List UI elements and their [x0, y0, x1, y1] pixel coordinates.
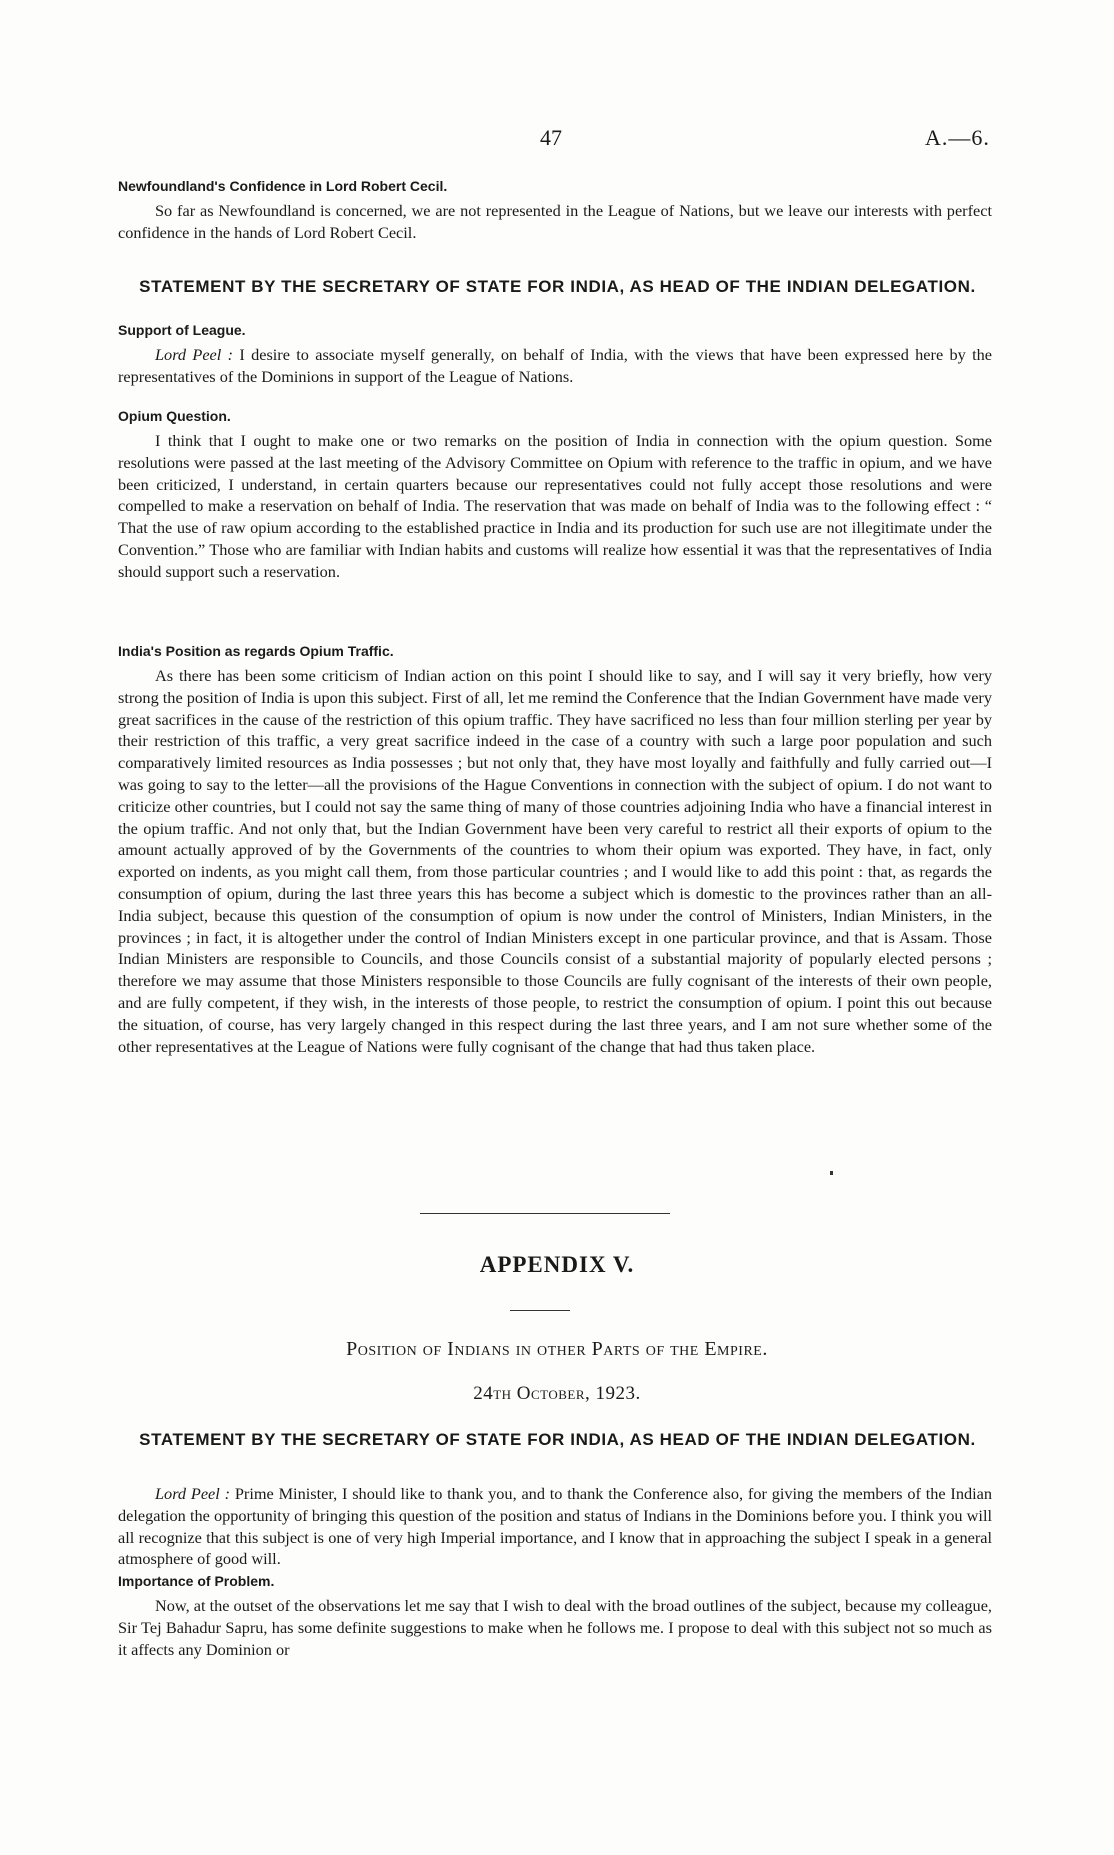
- appendix-date: 24th October, 1923.: [473, 1383, 641, 1404]
- paragraph-traffic: As there has been some criticism of Indian action on this point I should like to say, and I will say it very briefly, how very strong the position of India is upon this subject. First of all, let me remind the Conference that the Indian Government have made very great sacrifices in the cause of the restriction of this opium traffic. They have sacrificed no less than four million sterling per year by their restriction of this traffic, a very great sacrifice indeed in the case of a country with such a large poor population and such comparatively limited resources as India possesses ; but not only that, they have most loyally and faithfully and fully carried out—I was going to say to the letter—all the provisions of the Hague Conventions in connection with the subject of opium. I do not want to criticize other countries, but I could not say the same thing of many of those countries adjoining India who have a financial interest in the opium traffic. And not only that, but the Indian Government have been very careful to restrict all their exports of opium to the amount actually approved of by the Governments of the countries to whom their opium was exported. They have, in fact, only exported on indents, as you might call them, from those particular countries ; and I would like to add this point : that, as regards the consumption of opium, during the last three years this has become a subject which is domestic to the provinces rather than an all-India subject, because this question of the consumption of opium is now under the control of Ministers, Indian Ministers, in the provinces ; in fact, it is altogether under the control of Indian Ministers except in one particular province, and that is Assam. Those Indian Ministers are responsible to Councils, and those Councils consist of a substantial majority of popularly elected persons ; therefore we may assume that those Ministers responsible to those Councils are fully cognisant of the interests of their own people, and are fully competent, if they wish, in the interests of those people, to restrict the consumption of opium. I point this out because the situation, of course, has very largely changed in this respect during the last three years, and I am not sure whether some of the other representatives at the League of Nations were fully cognisant of the change that had thus taken place.: [118, 666, 992, 1056]
- sidehead-support: Support of League.: [118, 322, 246, 338]
- appendix-rule: [510, 1310, 570, 1311]
- sidehead-traffic: India's Position as regards Opium Traffic.: [118, 643, 394, 659]
- speaker-label-2: Lord Peel :: [155, 1484, 231, 1503]
- paragraph-support-text: I desire to associate myself generally, on behalf of India, with the views that have been expressed here by the representatives of the Dominions in support of the League of Nations.: [118, 345, 992, 386]
- paragraph-statement2: [118, 1483, 992, 1570]
- paragraph-newfoundland: So far as Newfoundland is concerned, we are not represented in the League of Nations, but we leave our interests with perfect confidence in the hands of Lord Robert Cecil.: [118, 201, 992, 242]
- speaker-label: Lord Peel :: [155, 345, 234, 364]
- document-reference: A.—6.: [925, 125, 990, 150]
- statement-heading-2: STATEMENT BY THE SECRETARY OF STATE FOR INDIA, AS HEAD OF THE INDIAN DELEGATION.: [139, 1430, 976, 1449]
- page-number: 47: [540, 125, 562, 150]
- appendix-title: APPENDIX V.: [479, 1252, 635, 1277]
- ink-speck: [830, 1171, 833, 1175]
- sidehead-importance: Importance of Problem.: [118, 1573, 275, 1589]
- paragraph-opium: I think that I ought to make one or two remarks on the position of India in connection with the opium question. Some resolutions were passed at the last meeting of the Advisory Committee on Opium with reference to the traffic in opium, and we have been criticized, I understand, in certain quarters because our representatives could not fully accept those resolutions and were compelled to make a reservation on behalf of India. The reservation that was made on behalf of India was to the following effect : “ That the use of raw opium according to the established practice in India and its production for such use are not illegitimate under the Convention.” Those who are familiar with Indian habits and customs will realize how essential it was that the representatives of India should support such a reservation.: [118, 431, 992, 581]
- appendix-subtitle: Position of Indians in other Parts of the Empire.: [346, 1338, 768, 1360]
- paragraph-support: [118, 344, 992, 388]
- section-divider: [420, 1213, 670, 1214]
- statement-heading-1: STATEMENT BY THE SECRETARY OF STATE FOR INDIA, AS HEAD OF THE INDIAN DELEGATION.: [139, 277, 976, 296]
- paragraph-importance: Now, at the outset of the observations let me say that I wish to deal with the broad outlines of the subject, because my colleague, Sir Tej Bahadur Sapru, has some definite suggestions to make when he follows me. I propose to deal with this subject not so much as it affects any Dominion or: [118, 1596, 992, 1659]
- paragraph-statement2-text: Prime Minister, I should like to thank you, and to thank the Conference also, for giving the members of the Indian delegation the opportunity of bringing this question of the position and status of Indians in the Dominions before you. I think you will all recognize that this subject is one of very high Imperial importance, and I know that in approaching the subject I speak in a general atmosphere of good will.: [118, 1484, 992, 1569]
- sidehead-newfoundland: Newfoundland's Confidence in Lord Robert Cecil.: [118, 178, 448, 194]
- sidehead-opium: Opium Question.: [118, 408, 231, 424]
